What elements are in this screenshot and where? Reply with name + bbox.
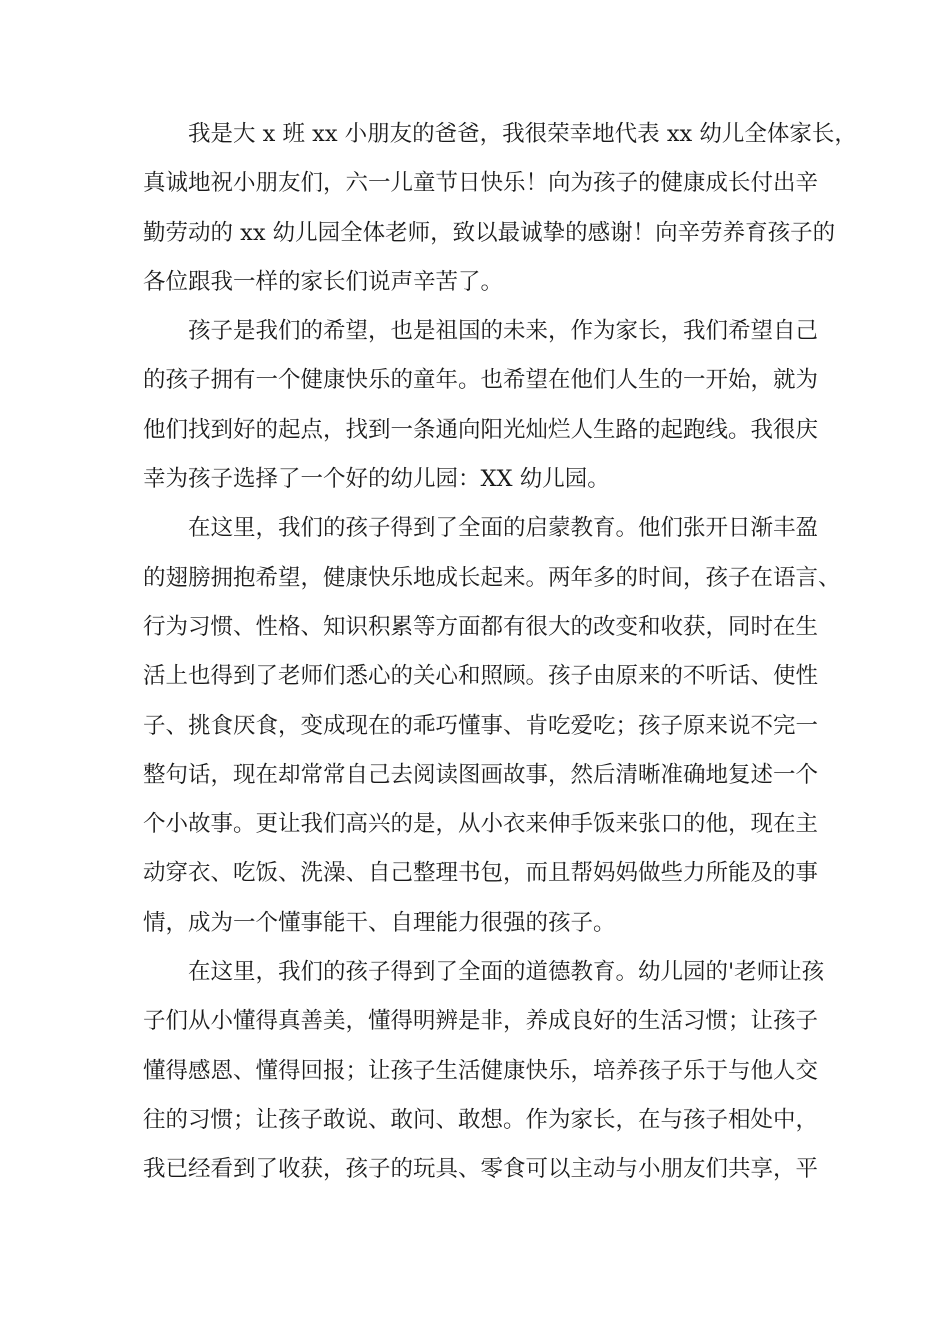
- text-line: 整句话，现在却常常自己去阅读图画故事，然后清晰准确地复述一个: [143, 761, 819, 788]
- text-line: 往的习惯；让孩子敢说、敢问、敢想。作为家长，在与孩子相处中，: [143, 1106, 819, 1133]
- text-line: 的翅膀拥抱希望，健康快乐地成长起来。两年多的时间，孩子在语言、: [143, 564, 841, 591]
- paragraph-1: [143, 110, 857, 307]
- text-line: 动穿衣、吃饭、洗澡、自己整理书包，而且帮妈妈做些力所能及的事: [143, 860, 819, 887]
- text-line: 个小故事。更让我们高兴的是，从小衣来伸手饭来张口的他，现在主: [143, 811, 819, 838]
- text-line: 懂得感恩、懂得回报；让孩子生活健康快乐，培养孩子乐于与他人交: [143, 1057, 819, 1084]
- text-line: 行为习惯、性格、知识积累等方面都有很大的改变和收获，同时在生: [143, 613, 819, 640]
- text-line: 幸为孩子选择了一个好的幼儿园：XX 幼儿园。: [143, 466, 610, 493]
- text-line: 孩子是我们的希望，也是祖国的未来，作为家长，我们希望自己: [188, 318, 819, 345]
- text-line: 的孩子拥有一个健康快乐的童年。也希望在他们人生的一开始，就为: [143, 367, 819, 394]
- text-line: 活上也得到了老师们悉心的关心和照顾。孩子由原来的不听话、使性: [143, 663, 819, 690]
- text-line: 情，成为一个懂事能干、自理能力很强的孩子。: [143, 909, 616, 936]
- text-line: 子们从小懂得真善美，懂得明辨是非，养成良好的生活习惯；让孩子: [143, 1008, 819, 1035]
- text-line: 他们找到好的起点，找到一条通向阳光灿烂人生路的起跑线。我很庆: [143, 416, 819, 443]
- paragraph-2: [143, 307, 823, 504]
- text-line: 在这里，我们的孩子得到了全面的启蒙教育。他们张开日渐丰盈: [188, 515, 819, 542]
- paragraph-4: [143, 948, 823, 1194]
- text-line: 我已经看到了收获，孩子的玩具、零食可以主动与小朋友们共享，平: [143, 1156, 819, 1183]
- document-body: [143, 110, 857, 1195]
- paragraph-3: [143, 504, 841, 948]
- text-line: 在这里，我们的孩子得到了全面的道德教育。幼儿园的'老师让孩: [188, 959, 825, 986]
- text-line: 我是大 x 班 xx 小朋友的爸爸，我很荣幸地代表 xx 幼儿全体家长，: [188, 121, 857, 147]
- text-line: 子、挑食厌食，变成现在的乖巧懂事、肯吃爱吃；孩子原来说不完一: [143, 712, 819, 739]
- text-line: 勤劳动的 xx 幼儿园全体老师，致以最诚挚的感谢！向辛劳养育孩子的: [143, 219, 836, 246]
- text-line: 真诚地祝小朋友们，六一儿童节日快乐！向为孩子的健康成长付出辛: [143, 170, 819, 197]
- text-line: 各位跟我一样的家长们说声辛苦了。: [143, 268, 504, 295]
